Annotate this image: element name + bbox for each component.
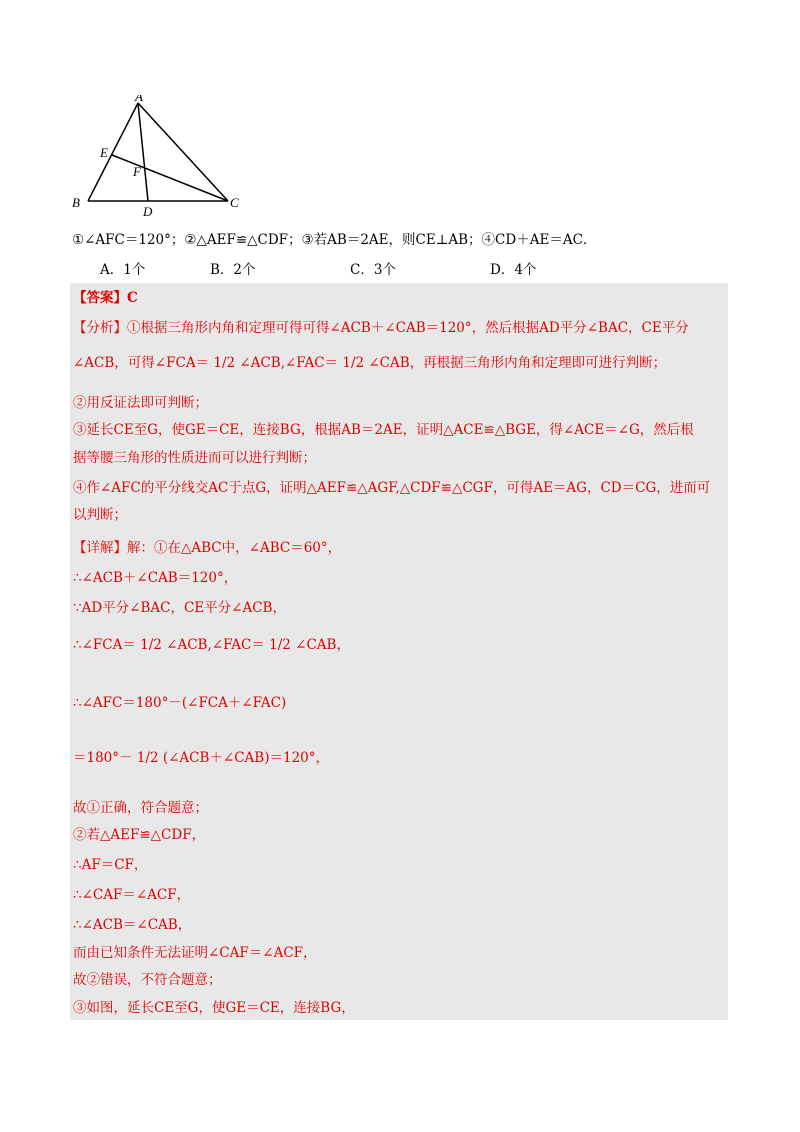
detail-line: 而由已知条件无法证明∠CAF＝∠ACF，: [73, 945, 317, 961]
detail-line: ＝180°－ 1/2 (∠ACB＋∠CAB)＝120°，: [73, 750, 329, 766]
label-b: B: [72, 195, 80, 210]
triangle-figure: [70, 95, 250, 220]
analysis-line: ③延长CE至G，使GE＝CE，连接BG，根据AB＝2AE，证明△ACE≌△BGE，得∠ACE＝∠G，然后根: [73, 422, 694, 438]
detail-line: ∴∠CAF＝∠ACF，: [73, 887, 191, 903]
detail-line: ∴∠ACB＋∠CAB＝120°，: [73, 570, 238, 586]
detail-line: ∴∠FCA＝ 1/2 ∠ACB,∠FAC＝ 1/2 ∠CAB，: [73, 637, 350, 653]
analysis-line: 以判断；: [73, 507, 127, 523]
detail-line: ∴∠AFC＝180°－(∠FCA＋∠FAC): [73, 695, 287, 711]
label-f: F: [133, 164, 141, 179]
detail-line: ∴∠ACB＝∠CAB，: [73, 917, 192, 933]
detail-line: ②若△AEF≌△CDF，: [73, 827, 206, 843]
detail-line: 【详解】解：①在△ABC中，∠ABC＝60°，: [73, 540, 342, 556]
label-e: E: [100, 145, 108, 160]
segment-ad: [138, 103, 148, 201]
side-ab: [88, 103, 138, 201]
option-d: D．4个: [490, 262, 537, 278]
option-c: C．3个: [350, 262, 396, 278]
segment-ce: [112, 155, 228, 201]
solution-panel: [70, 283, 728, 1020]
detail-line: ∴AF＝CF，: [73, 857, 148, 873]
label-d: D: [143, 204, 153, 219]
analysis-line: ②用反证法即可判断；: [73, 395, 208, 411]
detail-line: 故②错误，不符合题意；: [73, 972, 222, 988]
question-statements: ①∠AFC＝120°；②△AEF≌△CDF；③若AB＝2AE，则CE⊥AB；④CD＋AE＝AC．: [72, 232, 597, 248]
analysis-line: 【分析】①根据三角形内角和定理可得可得∠ACB＋∠CAB＝120°，然后根据AD平分∠BAC，CE平分: [73, 320, 689, 336]
analysis-line: ④作∠AFC的平分线交AC于点G，证明△AEF≌△AGF,△CDF≌△CGF，可得AE＝AG，CD＝CG，进而可: [73, 480, 711, 496]
side-ac: [138, 103, 228, 201]
detail-line: ∵AD平分∠BAC，CE平分∠ACB，: [73, 600, 286, 616]
label-a: A: [135, 95, 143, 104]
answer-line: 【答案】C: [73, 290, 138, 306]
label-c: C: [230, 195, 239, 210]
detail-line: ③如图，延长CE至G，使GE＝CE，连接BG，: [73, 1000, 355, 1016]
detail-line: 故①正确，符合题意；: [73, 800, 208, 816]
analysis-line: 据等腰三角形的性质进而可以进行判断；: [73, 450, 316, 466]
analysis-line: ∠ACB，可得∠FCA＝ 1/2 ∠ACB,∠FAC＝ 1/2 ∠CAB，再根据三角形内角和定理即可进行判断；: [73, 355, 667, 371]
option-a: A．1个: [100, 262, 146, 278]
option-b: B．2个: [210, 262, 256, 278]
triangle-diagram: [70, 95, 250, 220]
